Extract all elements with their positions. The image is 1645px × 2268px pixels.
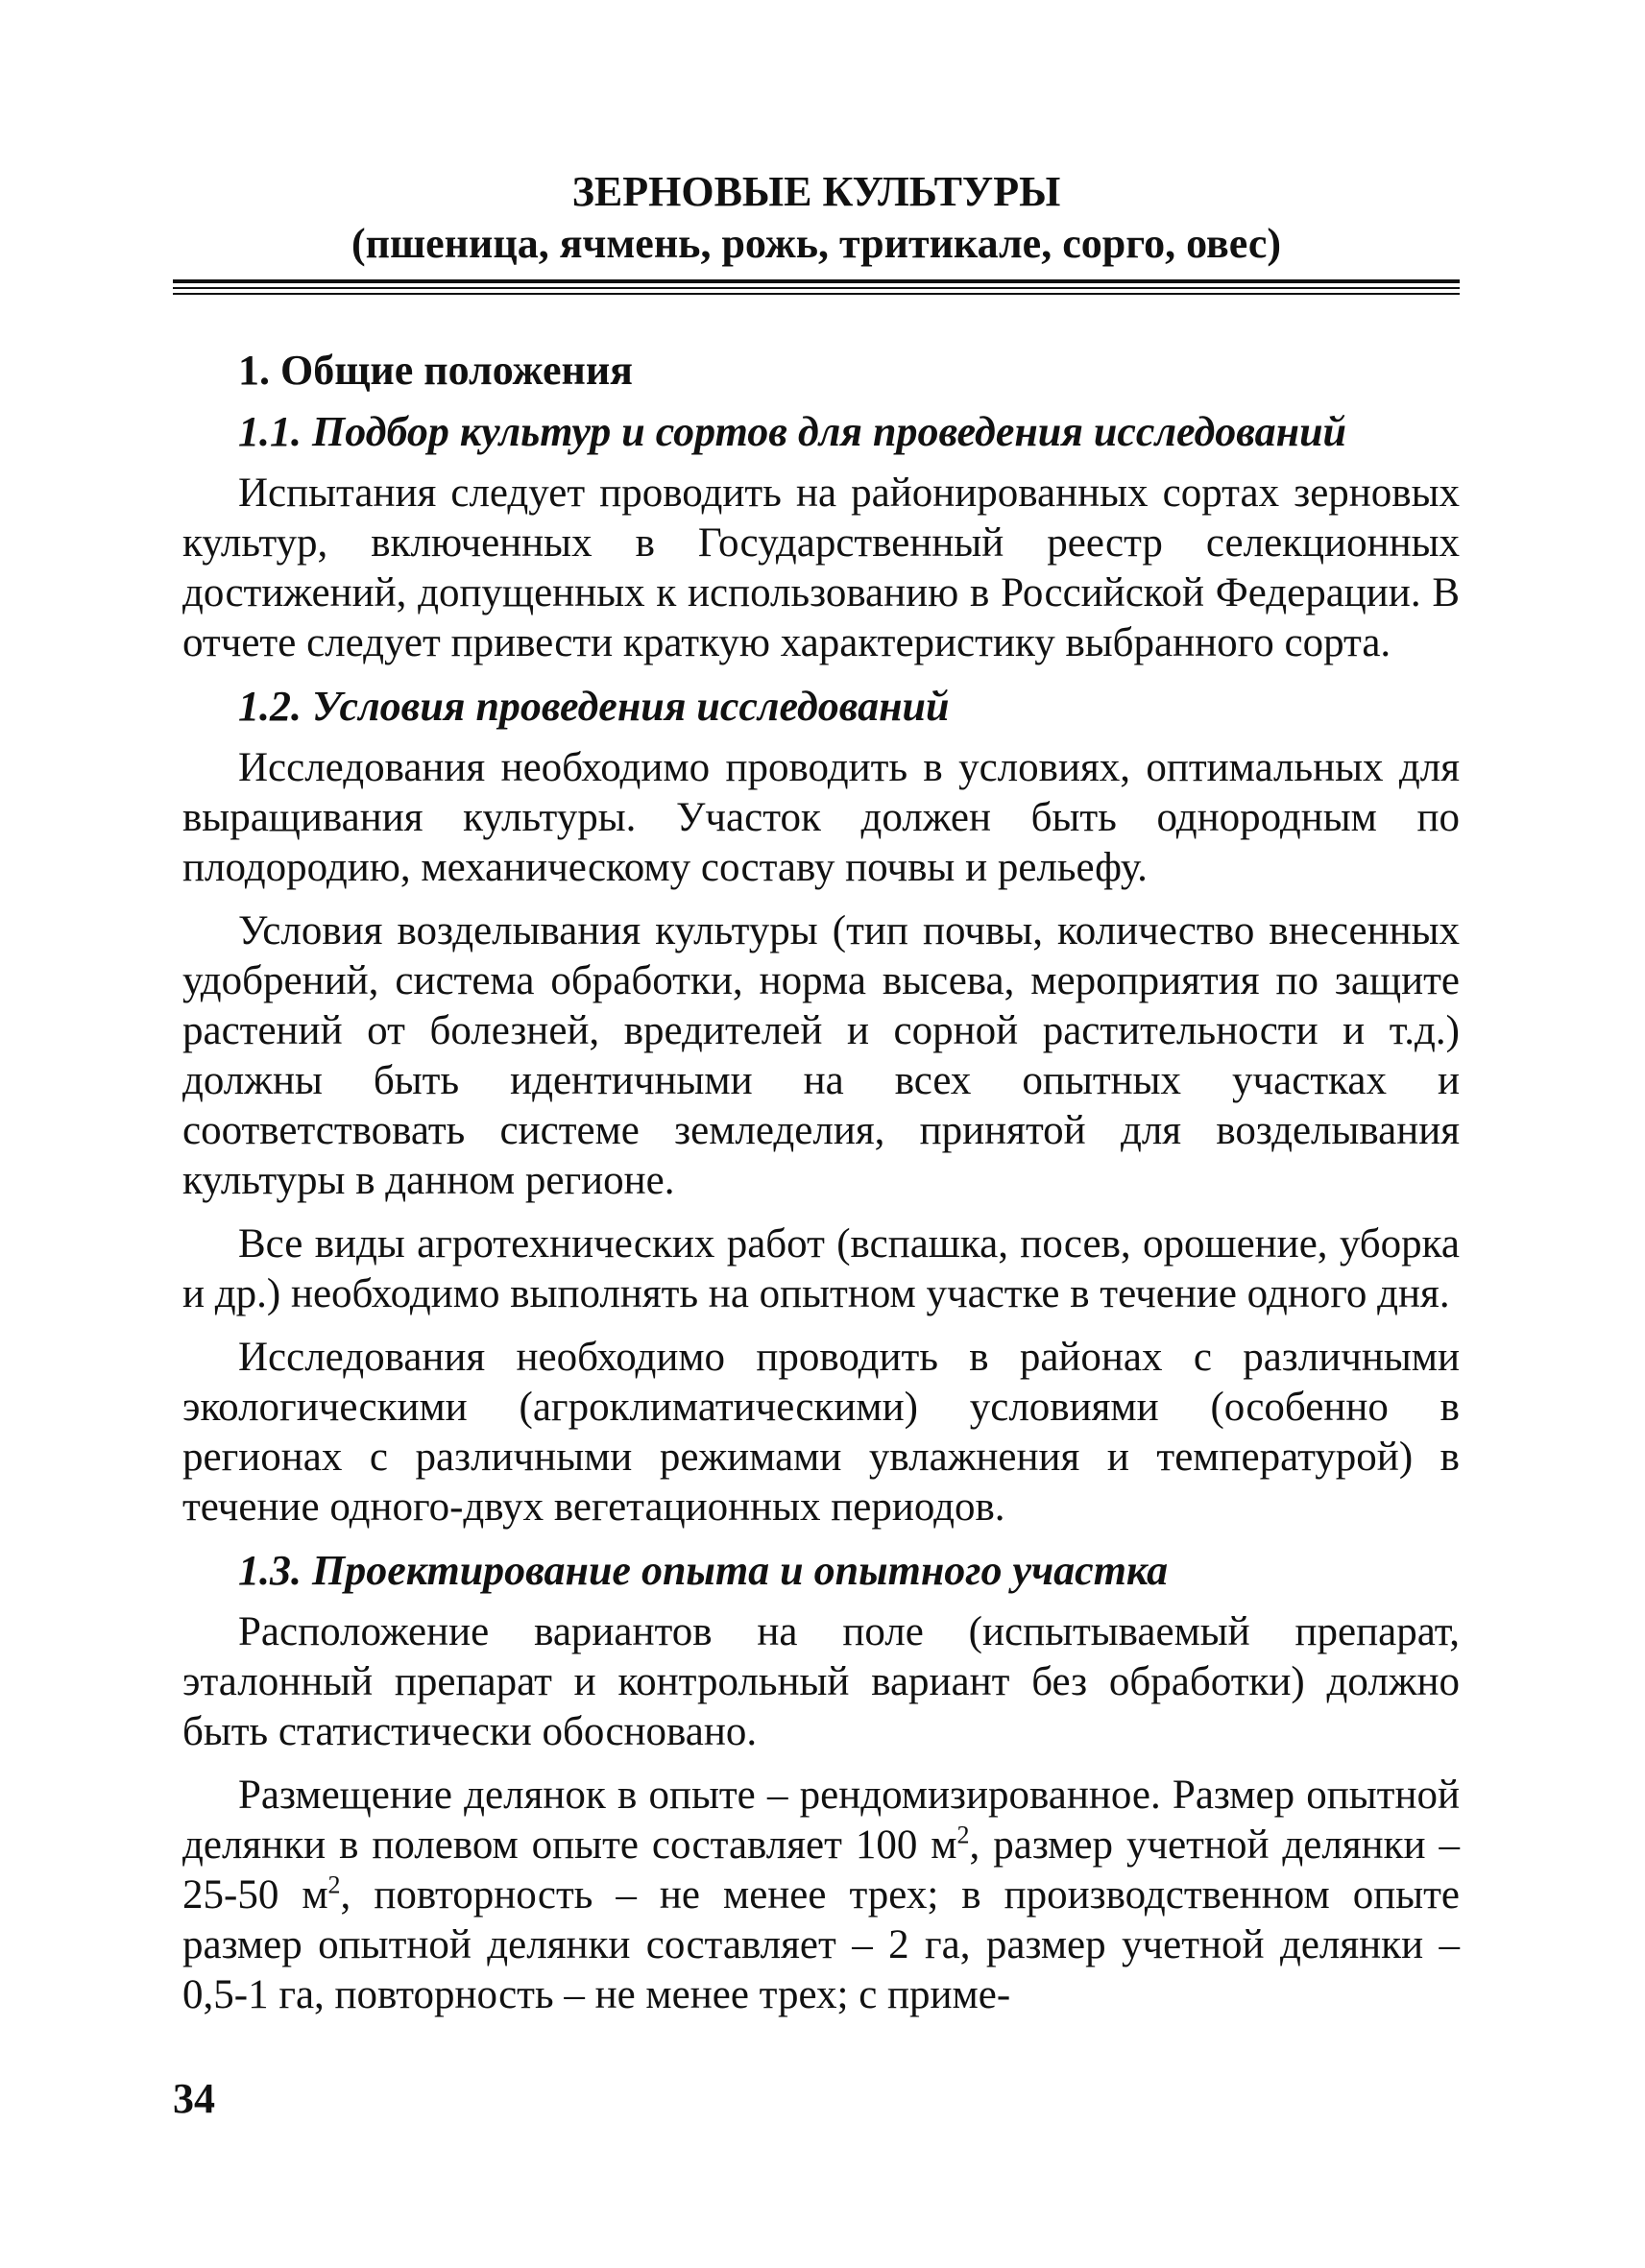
text-run: , повторность – не менее трех; в производственном опыте размер опытной делянки составляет – 2 га, размер учетной делянки – 0,5-1 га, повторность – не менее трех; с приме-	[182, 1872, 1460, 2017]
paragraph: Все виды агротехнических работ (вспашка, посев, орошение, уборка и др.) необходимо выполнять на опытном участке в течение одного дня.	[182, 1221, 1460, 1316]
title-rule-thin	[173, 293, 1460, 295]
paragraph-plot-size	[182, 1771, 1460, 2020]
subsection-heading-selection: 1.1. Подбор культур и сортов для проведения исследований	[238, 408, 1347, 455]
paragraph: Условия возделывания культуры (тип почвы, количество внесенных удобрений, система обработки, норма высева, мероприятия по защите растений от болезней, вредителей и сорной растительности и т.д.) должны быть идентичными на всех опытных участках и соответствовать системе земледелия, принятой для возделывания культуры в данном регионе.	[182, 908, 1460, 1203]
title-rule-thick	[173, 279, 1460, 283]
text-run: , размер учетной делянки –25-50 м	[182, 1822, 1460, 1918]
title-rule-thin	[173, 287, 1460, 289]
subsection-heading-design: 1.3. Проектирование опыта и опытного участка	[238, 1547, 1169, 1594]
page-number: 34	[173, 2075, 215, 2122]
superscript: 2	[956, 1821, 970, 1849]
paragraph: Расположение вариантов на поле (испытываемый препарат, эталонный препарат и контрольный вариант без обработки) должно быть статистически обосновано.	[182, 1609, 1460, 1754]
paragraph: Исследования необходимо проводить в районах с различными экологическими (агроклиматическими) условиями (особенно в регионах с различными режимами увлажнения и температурой) в течение одного-двух вегетационных периодов.	[182, 1335, 1460, 1530]
page-title: ЗЕРНОВЫЕ КУЛЬТУРЫ	[571, 168, 1061, 215]
page-subtitle: (пшеница, ячмень, рожь, тритикале, сорго, овес)	[351, 220, 1282, 267]
section-heading-general: 1. Общие положения	[238, 347, 633, 394]
text-run: Размещение делянок в опыте – рендомизированное. Размер опытной делянки в полевом опыте составляет 100 м	[182, 1773, 1460, 1868]
body-text	[182, 346, 1460, 2034]
paragraph: Исследования необходимо проводить в условиях, оптимальных для выращивания культуры. Участок должен быть однородным по плодородию, механическому составу почвы и рельефу.	[182, 745, 1460, 890]
paragraph: Испытания следует проводить на районированных сортах зерновых культур, включенных в Государственный реестр селекционных достижений, допущенных к использованию в Российской Федерации. В отчете следует привести краткую характеристику выбранного сорта.	[182, 470, 1460, 665]
subsection-heading-conditions: 1.2. Условия проведения исследований	[238, 683, 950, 730]
superscript: 2	[327, 1870, 341, 1899]
